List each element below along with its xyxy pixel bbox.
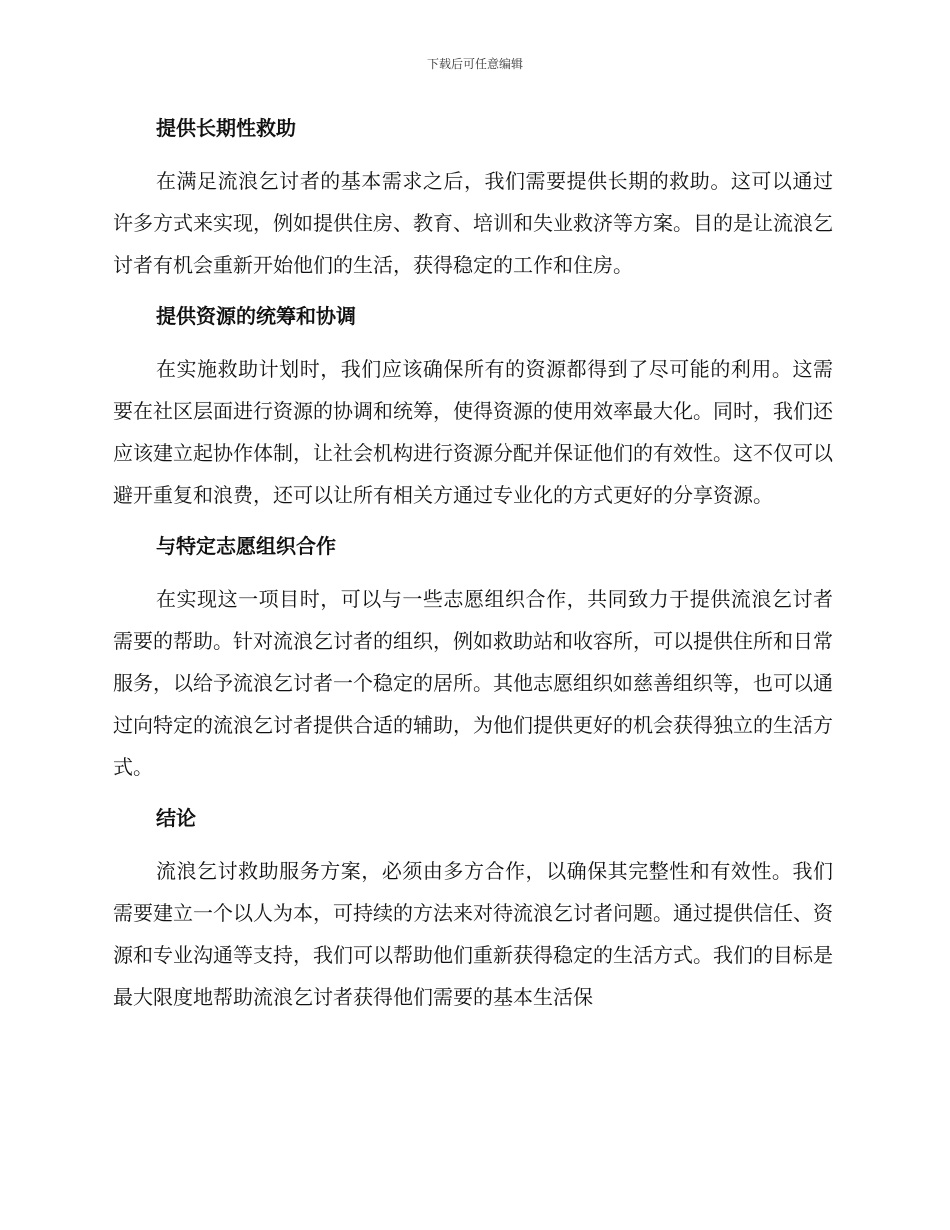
section-volunteer-cooperation <box>113 526 833 788</box>
section-paragraph: 在实施救助计划时，我们应该确保所有的资源都得到了尽可能的利用。这需要在社区层面进行资源的协调和统筹，使得资源的使用效率最大化。同时，我们还应该建立起协作体制，让社会机构进行资源分配并保证他们的有效性。这不仅可以避开重复和浪费，还可以让所有相关方通过专业化的方式更好的分享资源。 <box>113 357 833 507</box>
page-header: 下载后可任意编辑 <box>426 57 523 71</box>
section-heading: 提供长期性救助 <box>156 116 296 140</box>
section-paragraph: 在满足流浪乞讨者的基本需求之后，我们需要提供长期的救助。这可以通过许多方式来实现，例如提供住房、教育、培训和失业救济等方案。目的是让流浪乞讨者有机会重新开始他们的生活，获得稳定的工作和住房。 <box>113 169 833 277</box>
section-heading: 结论 <box>156 806 196 830</box>
section-heading: 提供资源的统筹和协调 <box>156 304 356 328</box>
section-resource-coordination <box>113 296 833 516</box>
section-conclusion <box>113 798 833 1018</box>
section-paragraph: 流浪乞讨救助服务方案，必须由多方合作，以确保其完整性和有效性。我们需要建立一个以人为本，可持续的方法来对待流浪乞讨者问题。通过提供信任、资源和专业沟通等支持，我们可以帮助他们重新获得稳定的生活方式。我们的目标是最大限度地帮助流浪乞讨者获得他们需要的基本生活保 <box>113 859 833 1009</box>
section-paragraph: 在实现这一项目时，可以与一些志愿组织合作，共同致力于提供流浪乞讨者需要的帮助。针对流浪乞讨者的组织，例如救助站和收容所，可以提供住所和日常服务，以给予流浪乞讨者一个稳定的居所。其他志愿组织如慈善组织等，也可以通过向特定的流浪乞讨者提供合适的辅助，为他们提供更好的机会获得独立的生活方式。 <box>113 587 833 779</box>
section-heading: 与特定志愿组织合作 <box>156 534 336 558</box>
document-body <box>113 108 833 1028</box>
section-long-term-aid <box>113 108 833 286</box>
